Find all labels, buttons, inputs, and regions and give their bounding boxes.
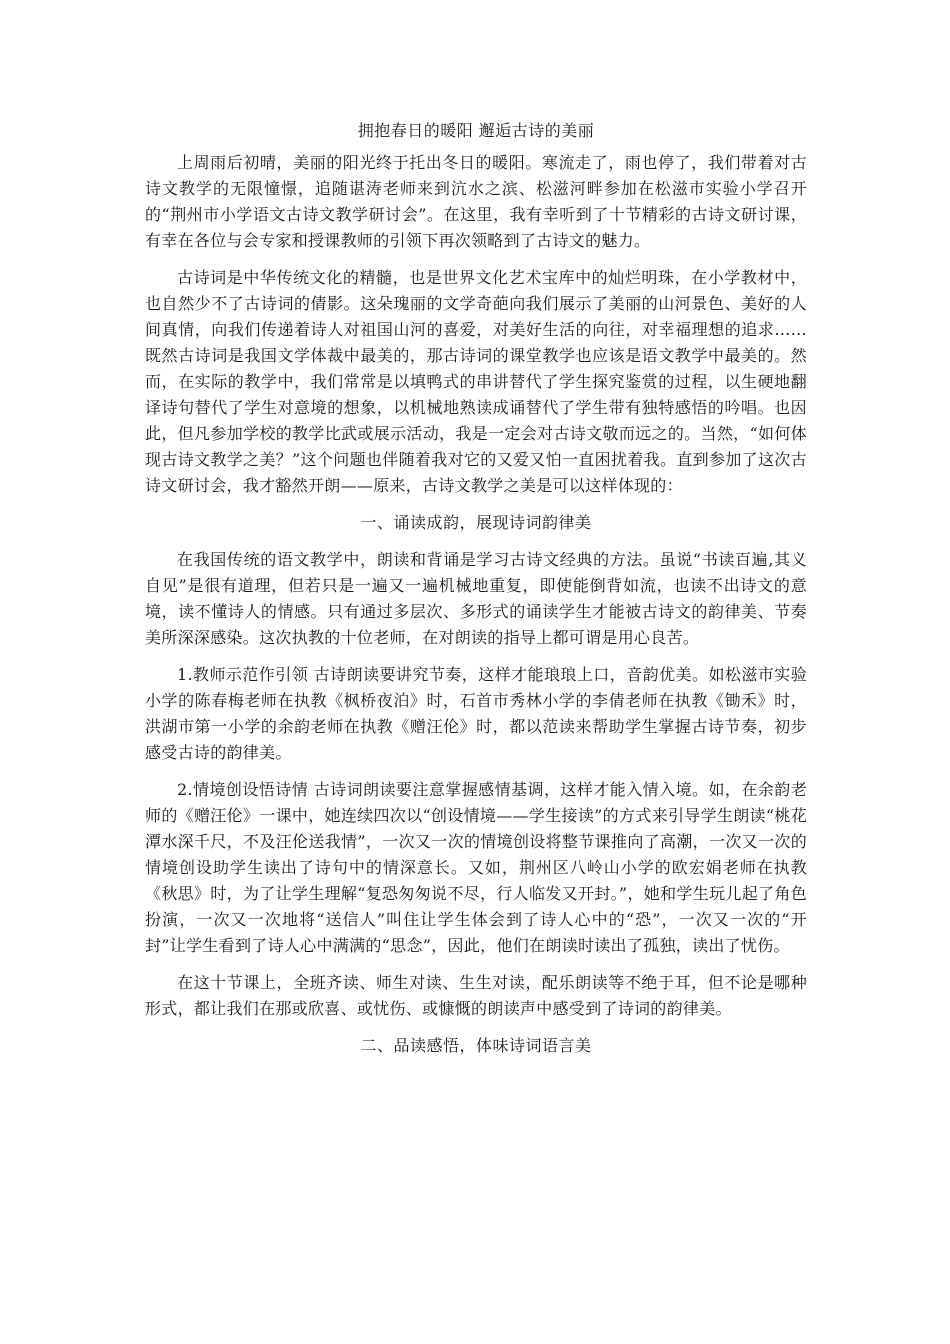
- paragraph-recitation: 在我国传统的语文教学中，朗读和背诵是学习古诗文经典的方法。虽说“书读百遍,其义自见”是很有道理，但若只是一遍又一遍机械地重复，即使能倒背如流，也读不出诗文的意境，读不懂诗人的情感。只有通过多层次、多形式的诵读学生才能被古诗文的韵律美、节奏美所深深感染。这次执教的十位老师，在对朗读的指导上都可谓是用心良苦。: [145, 550, 807, 647]
- paragraph-context: 古诗词是中华传统文化的精髓，也是世界文化艺术宝库中的灿烂明珠，在小学教材中，也自然少不了古诗词的倩影。这朵瑰丽的文学奇葩向我们展示了美丽的山河景色、美好的人间真情，向我们传递着诗人对祖国山河的喜爱，对美好生活的向往，对幸福理想的追求……既然古诗词是我国文学体裁中最美的，那古诗词的课堂教学也应该是语文教学中最美的。然而，在实际的教学中，我们常常是以填鸭式的串讲替代了学生探究鉴赏的过程，以生硬地翻译诗句替代了学生对意境的想象，以机械地熟读成诵替代了学生带有独特感悟的吟唱。也因此，但凡参加学校的教学比武或展示活动，我是一定会对古诗文敬而远之的。当然，“如何体现古诗文教学之美？”这个问题也伴随着我对它的又爱又怕一直困扰着我。直到参加了这次古诗文研讨会，我才豁然开朗——原来，古诗文教学之美是可以这样体现的：: [145, 268, 807, 495]
- section-heading-1: 一、诵读成韵，展现诗词韵律美: [360, 513, 592, 532]
- paragraph-summary: 在这十节课上，全班齐读、师生对读、生生对读，配乐朗读等不绝于耳，但不论是哪种形式，都让我们在那或欣喜、或忧伤、或慷慨的朗读声中感受到了诗词的韵律美。: [145, 973, 807, 1018]
- document-page: [145, 118, 807, 1070]
- section-heading-2: 二、品读感悟，体味诗词语言美: [360, 1036, 592, 1055]
- paragraph-point-2: 2.情境创设悟诗情 古诗词朗读要注意掌握感情基调，这样才能入情入境。如，在余韵老师的《赠汪伦》一课中，她连续四次以“创设情境——学生接读”的方式来引导学生朗读“桃花潭水深千尺，不及汪伦送我情”，一次又一次的情境创设将整节课推向了高潮，一次又一次的情境创设助学生读出了诗句中的情深意长。又如，荆州区八岭山小学的欧宏娟老师在执教《秋思》时，为了让学生理解“复恐匆匆说不尽，行人临发又开封。”，她和学生玩儿起了角色扮演，一次又一次地将“送信人”叫住让学生体会到了诗人心中的“恐”，一次又一次的“开封”让学生看到了诗人心中满满的“思念”，因此，他们在朗读时读出了孤独，读出了忧伤。: [145, 780, 807, 955]
- paragraph-point-1: 1.教师示范作引领 古诗朗读要讲究节奏，这样才能琅琅上口，音韵优美。如松滋市实验小学的陈春梅老师在执教《枫桥夜泊》时，石首市秀林小学的李倩老师在执教《锄禾》时，洪湖市第一小学的余韵老师在执教《赠汪伦》时，都以范读来帮助学生掌握古诗节奏，初步感受古诗的韵律美。: [145, 665, 807, 762]
- paragraph-intro: 上周雨后初晴，美丽的阳光终于托出冬日的暖阳。寒流走了，雨也停了，我们带着对古诗文教学的无限憧憬，追随谌涛老师来到沆水之滨、松滋河畔参加在松滋市实验小学召开的“荆州市小学语文古诗文教学研讨会”。在这里，我有幸听到了十节精彩的古诗文研讨课，有幸在各位与会专家和授课教师的引领下再次领略到了古诗文的魅力。: [145, 153, 807, 250]
- document-title: 拥抱春日的暖阳 邂逅古诗的美丽: [357, 121, 595, 140]
